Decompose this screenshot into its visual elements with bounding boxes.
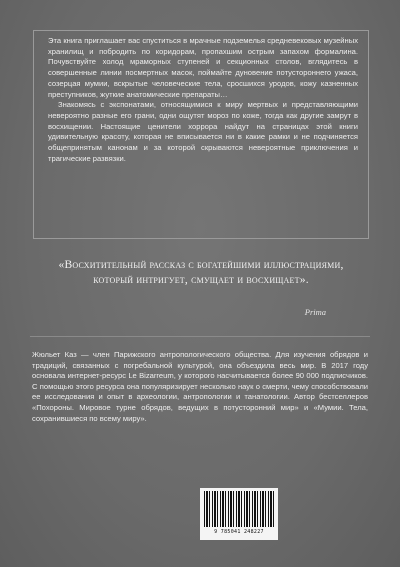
blurb-text <box>48 36 358 164</box>
press-quote: «Восхитительный рассказ с богатейшими иллюстрациями, который интригует, смущает и восхищает». <box>58 258 344 286</box>
author-bio <box>32 350 368 424</box>
blurb-paragraph-2: Знакомясь с экспонатами, относящимися к миру мертвых и представляющими невероятно разные его грани, одни ощутят мороз по коже, тогда как другие замрут в восхищении. Настоящие ценители хоррора найдут на страницах этой книги удивительную красоту, которая не вписывается ни в какие рамки и не подчиняется общепринятым канонам и за которой скрываются невероятные приключения и трагические развязки. <box>48 100 358 163</box>
blurb-paragraph-1: Эта книга приглашает вас спуститься в мрачные подземелья средневековых музейных хранилищ и побродить по коридорам, пропахшим острым запахом формалина. Почувствуйте холод мраморных ступеней и секционных столов, вглядитесь в совершенные линии посмертных масок, поймайте дуновение потустороннего ужаса, созерцая мумии, вскрытые человеческие тела, сросшихся уродов, кожу казненных преступников, жуткие анатомические препараты… <box>48 36 358 99</box>
author-bio-text: Жюльет Каз — член Парижского антропологического общества. Для изучения обрядов и традиций, связанных с погребальной культурой, она объездила весь мир. В 2017 году основала интернет-ресурс Le Bizarreum, у которого насчитывается более 90 000 подписчиков. С помощью этого ресурса она популяризирует несколько наук о смерти, чему способствовали ее исследования и опыт в археологии, антропологии и танатологии. Автор бестселлеров «Похороны. Мировое турне обрядов, ведущих в потусторонний мир» и «Мумии. Тела, сохранившиеся по всему миру». <box>32 350 368 423</box>
isbn-barcode <box>200 488 278 540</box>
barcode-number: 9 785041 248227 <box>214 529 264 535</box>
section-divider <box>30 336 370 337</box>
quote-attribution: Prima <box>304 307 326 317</box>
barcode-bars <box>204 491 274 527</box>
